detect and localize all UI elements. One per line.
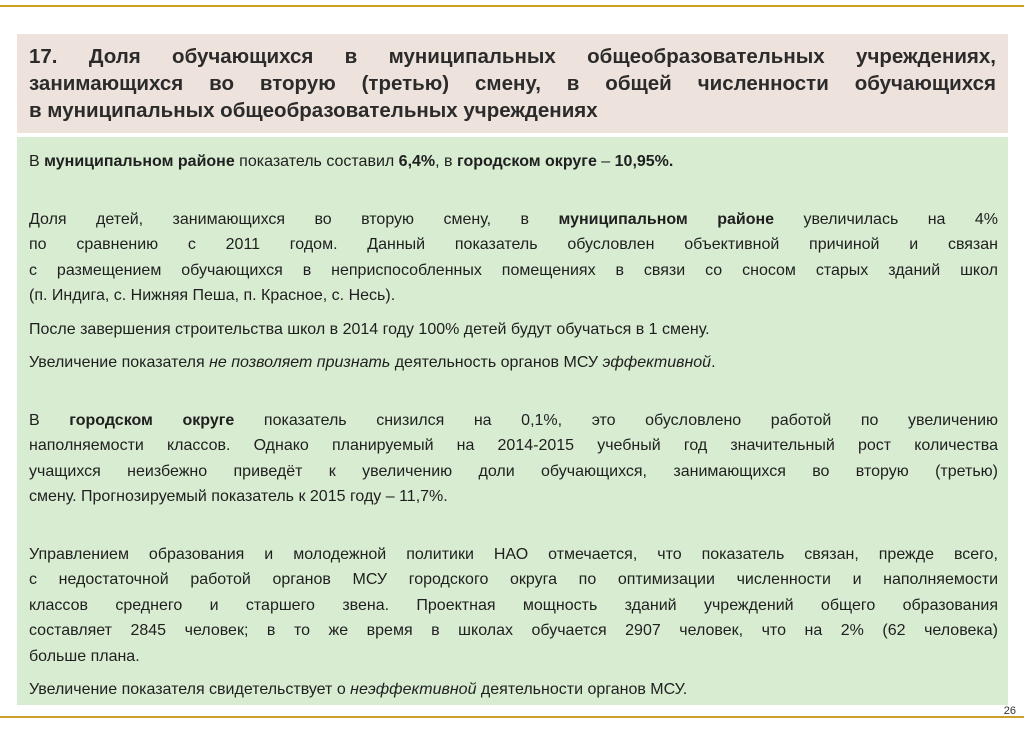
title-line-3: в муниципальных общеобразовательных учреждениях: [29, 99, 598, 122]
italic-not-allow: не позволяет признать: [209, 354, 391, 371]
title-line-2: занимающихся во вторую (третью) смену, в общей численности обучающихся: [29, 72, 996, 95]
line: (п. Индига, с. Нижняя Пеша, п. Красное, с. Несь).: [29, 287, 396, 304]
bold-value-district: 6,4%: [398, 153, 436, 170]
line: учащихся неизбежно приведёт к увеличению доли обучающихся, занимающихся во вторую (третью): [29, 462, 998, 480]
line: с недостаточной работой органов МСУ городского округа по оптимизации численности и наполняемости: [29, 571, 998, 588]
text: деятельность органов МСУ: [390, 354, 603, 371]
bold-city-district: городском округе: [69, 411, 235, 429]
text: , в: [435, 153, 457, 170]
bold-municipal-district: муниципальном районе: [44, 153, 235, 170]
text: деятельности органов МСУ.: [476, 681, 688, 698]
bottom-divider: [0, 716, 1024, 718]
line: составляет 2845 человек; в то же время в школах обучается 2907 человек, что на 2% (62 человека): [29, 622, 998, 639]
text: Увеличение показателя: [29, 354, 210, 371]
text: –: [596, 153, 615, 170]
page-number: 26: [1003, 705, 1016, 717]
paragraph-summary: [29, 149, 998, 175]
text: увеличилась на 4%: [803, 210, 999, 228]
title-line-1: 17. Доля обучающихся в муниципальных общеобразовательных учреждениях,: [29, 45, 996, 68]
paragraph-conclusion: [29, 677, 998, 703]
italic-effective: эффективной: [602, 354, 712, 371]
line: с размещением обучающихся в неприспособленных помещениях в связи со сносом старых зданий школ: [29, 261, 998, 279]
paragraph-city-decrease: [29, 408, 998, 510]
paragraph-construction: После завершения строительства школ в 2014 году 100% детей будут обучаться в 1 смену.: [29, 320, 710, 338]
line: больше плана.: [29, 647, 140, 665]
top-divider: [0, 5, 1024, 7]
bold-municipal-district: муниципальном районе: [558, 210, 775, 228]
content-panel: [17, 137, 1008, 705]
text: показатель составил: [234, 153, 399, 170]
italic-ineffective: неэффективной: [350, 681, 477, 698]
line: классов среднего и старшего звена. Проектная мощность зданий учреждений общего образования: [29, 596, 998, 614]
line: наполняемости классов. Однако планируемый на 2014-2015 учебный год значительный рост количества: [29, 437, 998, 454]
text: показатель снизился на 0,1%, это обусловлено работой по увеличению: [263, 411, 999, 429]
slide-title: [29, 43, 996, 124]
line: по сравнению с 2011 годом. Данный показатель обусловлен объективной причиной и связан: [29, 236, 998, 253]
line: Управлением образования и молодежной политики НАО отмечается, что показатель связан, прежде всего,: [29, 545, 998, 563]
bold-value-city: 10,95%.: [614, 153, 674, 170]
text: Доля детей, занимающихся во вторую смену, в: [29, 210, 529, 228]
title-panel: [17, 34, 1008, 133]
text: В: [29, 411, 40, 429]
bold-city-district: городском округе: [456, 153, 597, 170]
text: .: [711, 354, 716, 371]
paragraph-education-department: [29, 542, 998, 670]
text: В: [29, 153, 45, 170]
line: [29, 207, 998, 233]
line: [29, 408, 998, 434]
text: Увеличение показателя свидетельствует о: [29, 681, 351, 698]
line: смену. Прогнозируемый показатель к 2015 году – 11,7%.: [29, 488, 448, 505]
paragraph-evaluation: [29, 350, 998, 376]
paragraph-district-increase: [29, 207, 998, 309]
